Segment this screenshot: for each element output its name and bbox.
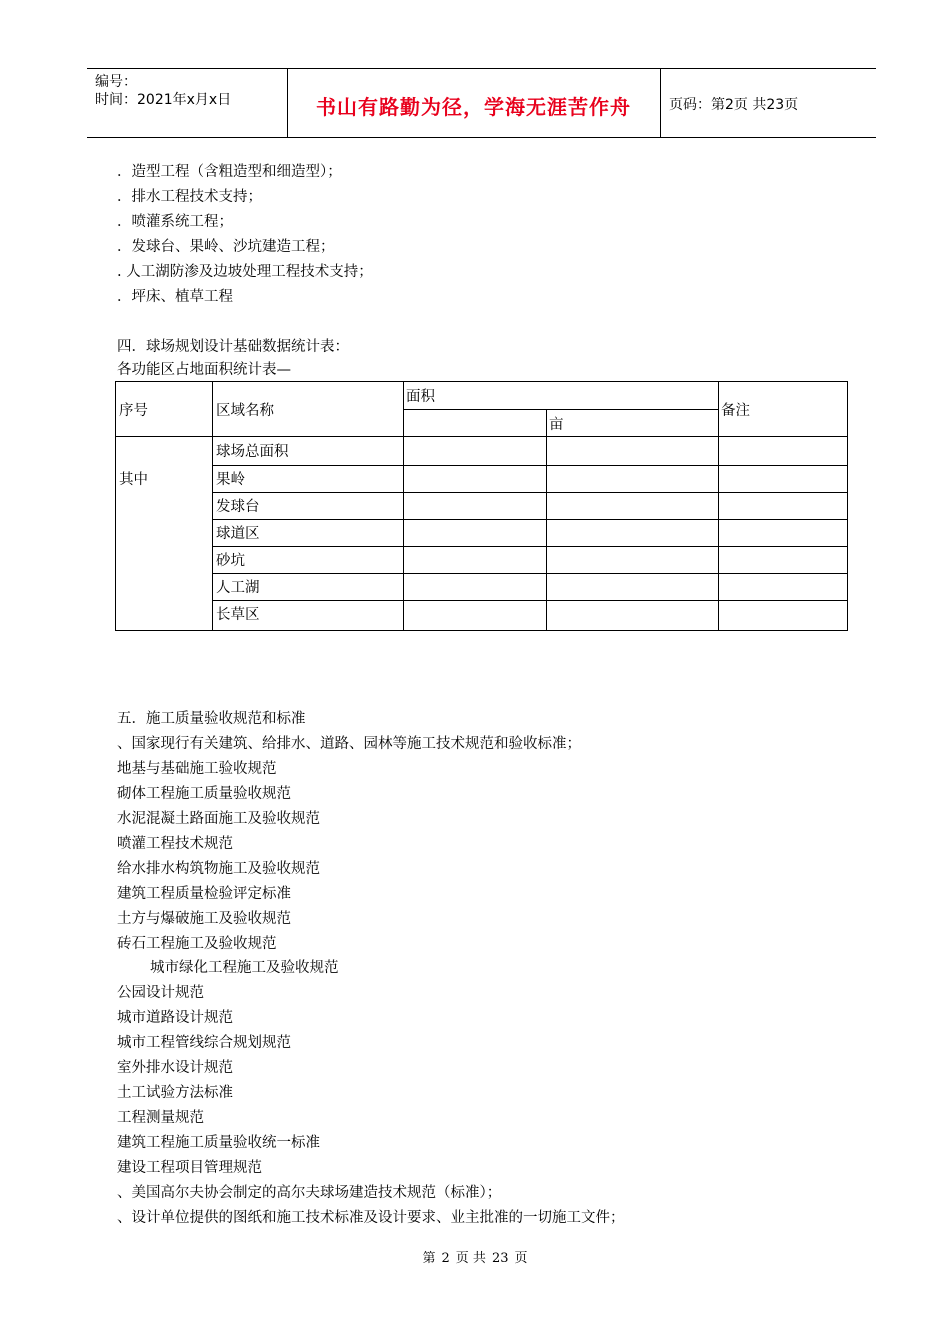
table-row-name: 人工湖 [216,580,260,596]
standard-item: 、设计单位提供的图纸和施工技术标准及设计要求、业主批准的一切施工文件； [117,1210,625,1226]
list-item: ．坪床、植草工程 [117,289,233,305]
header-area: 面积 [406,389,435,405]
header-meta [87,69,288,137]
standard-item: 城市道路设计规范 [117,1010,233,1026]
standard-item: 土方与爆破施工及验收规范 [117,911,291,927]
list-item: ．发球台、果岭、沙坑建造工程； [117,239,335,255]
standard-item: 砌体工程施工质量验收规范 [117,786,291,802]
standard-item: 水泥混凝土路面施工及验收规范 [117,811,320,827]
standard-item: 、美国高尔夫协会制定的高尔夫球场建造技术规范（标准）； [117,1185,502,1201]
header-seq: 序号 [119,403,148,419]
table-row-name: 砂坑 [216,553,245,569]
standard-item: 建筑工程质量检验评定标准 [117,886,291,902]
header-area-name: 区域名称 [216,403,274,419]
header-page-number: 页码：第2页 共23页 [669,97,799,113]
footer-total: 23 [491,1251,509,1266]
standard-item: 地基与基础施工验收规范 [117,761,277,777]
section4-heading: 四．球场规划设计基础数据统计表： [117,339,349,355]
table-row-name: 球道区 [216,526,260,542]
table-row-name: 长草区 [216,607,260,623]
footer-mid: 页 共 [455,1251,486,1266]
standard-item: 、国家现行有关建筑、给排水、道路、园林等施工技术规范和验收标准； [117,736,581,752]
list-item: ．造型工程（含粗造型和细造型）； [117,164,342,180]
footer-prefix: 第 [422,1251,436,1266]
header-motto: 书山有路勤为径，学海无涯苦作舟 [316,95,631,119]
area-statistics-table [115,381,848,631]
standard-item: 工程测量规范 [117,1110,204,1126]
footer-suffix: 页 [514,1251,528,1266]
header-area-mu: 亩 [549,417,564,433]
total-area-name: 球场总面积 [216,444,289,460]
footer-page: 2 [441,1251,450,1266]
list-item: ．排水工程技术支持； [117,189,262,205]
header-number: 编号： [95,74,137,90]
standard-item: 城市绿化工程施工及验收规范 [150,960,339,976]
standard-item: 公园设计规范 [117,985,204,1001]
table-row-name: 果岭 [216,472,245,488]
standard-item: 砖石工程施工及验收规范 [117,936,277,952]
section5-heading: 五．施工质量验收规范和标准 [117,711,306,727]
group-label: 其中 [119,472,148,488]
standard-item: 建筑工程施工质量验收统一标准 [117,1135,320,1151]
header-motto-cell [287,69,661,137]
header-remark: 备注 [721,403,750,419]
table-caption: 各功能区占地面积统计表— [117,362,291,378]
page-header [87,68,876,138]
list-item: ．喷灌系统工程； [117,214,233,230]
header-time: 时间：2021年x月x日 [95,92,232,108]
standard-item: 建设工程项目管理规范 [117,1160,262,1176]
list-item: . 人工湖防渗及边坡处理工程技术支持； [117,264,373,280]
standard-item: 室外排水设计规范 [117,1060,233,1076]
standard-item: 土工试验方法标准 [117,1085,233,1101]
table-row-name: 发球台 [216,499,260,515]
header-page-cell [661,69,876,137]
standard-item: 喷灌工程技术规范 [117,836,233,852]
page-footer [0,1247,950,1266]
standard-item: 给水排水构筑物施工及验收规范 [117,861,320,877]
standard-item: 城市工程管线综合规划规范 [117,1035,291,1051]
